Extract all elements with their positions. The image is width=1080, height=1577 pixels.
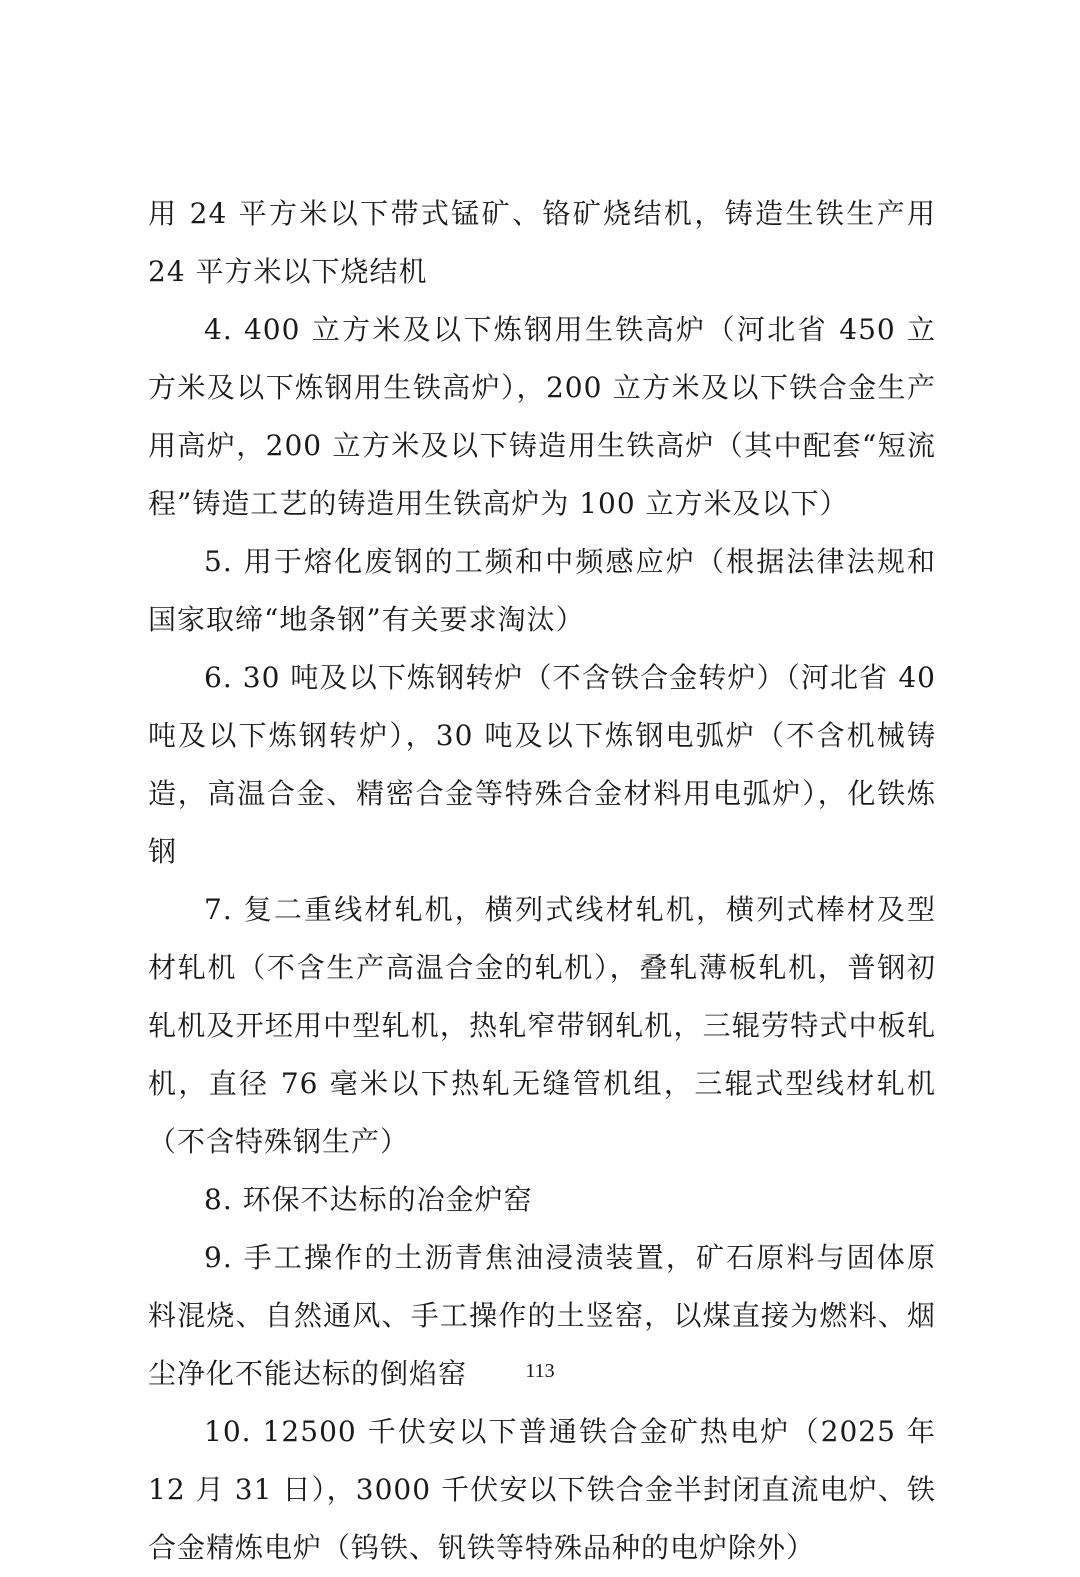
paragraph-item-8: 8. 环保不达标的冶金炉窑	[204, 1183, 533, 1216]
paragraph-continuation: 用 24 平方米以下带式锰矿、铬矿烧结机，铸造生铁生产用 24 平方米以下烧结机	[148, 197, 936, 288]
paragraph-item-6: 6. 30 吨及以下炼钢转炉（不含铁合金转炉）（河北省 40 吨及以下炼钢转炉），30 吨及以下炼钢电弧炉（不含机械铸造，高温合金、精密合金等特殊合金材料用电弧炉），化铁炼钢	[148, 661, 936, 868]
page-number: 113	[525, 1360, 555, 1382]
paragraph-item-4: 4. 400 立方米及以下炼钢用生铁高炉（河北省 450 立方米及以下炼钢用生铁高炉），200 立方米及以下铁合金生产用高炉，200 立方米及以下铸造用生铁高炉（其中配套“短流程”铸造工艺的铸造用生铁高炉为 100 立方米及以下）	[148, 313, 936, 520]
paragraph-item-9: 9. 手工操作的土沥青焦油浸渍装置，矿石原料与固体原料混烧、自然通风、手工操作的土竖窑，以煤直接为燃料、烟尘净化不能达标的倒焰窑	[148, 1241, 936, 1390]
paragraph-item-10: 10. 12500 千伏安以下普通铁合金矿热电炉（2025 年 12 月 31 日），3000 千伏安以下铁合金半封闭直流电炉、铁合金精炼电炉（钨铁、钒铁等特殊品种的电炉除外）	[148, 1415, 936, 1564]
paragraph-item-7: 7. 复二重线材轧机，横列式线材轧机，横列式棒材及型材轧机（不含生产高温合金的轧机），叠轧薄板轧机，普钢初轧机及开坯用中型轧机，热轧窄带钢轧机，三辊劳特式中板轧机，直径 76 毫米以下热轧无缝管机组，三辊式型线材轧机（不含特殊钢生产）	[148, 893, 936, 1158]
paragraph-item-5: 5. 用于熔化废钢的工频和中频感应炉（根据法律法规和国家取缔“地条钢”有关要求淘汰）	[148, 545, 936, 636]
